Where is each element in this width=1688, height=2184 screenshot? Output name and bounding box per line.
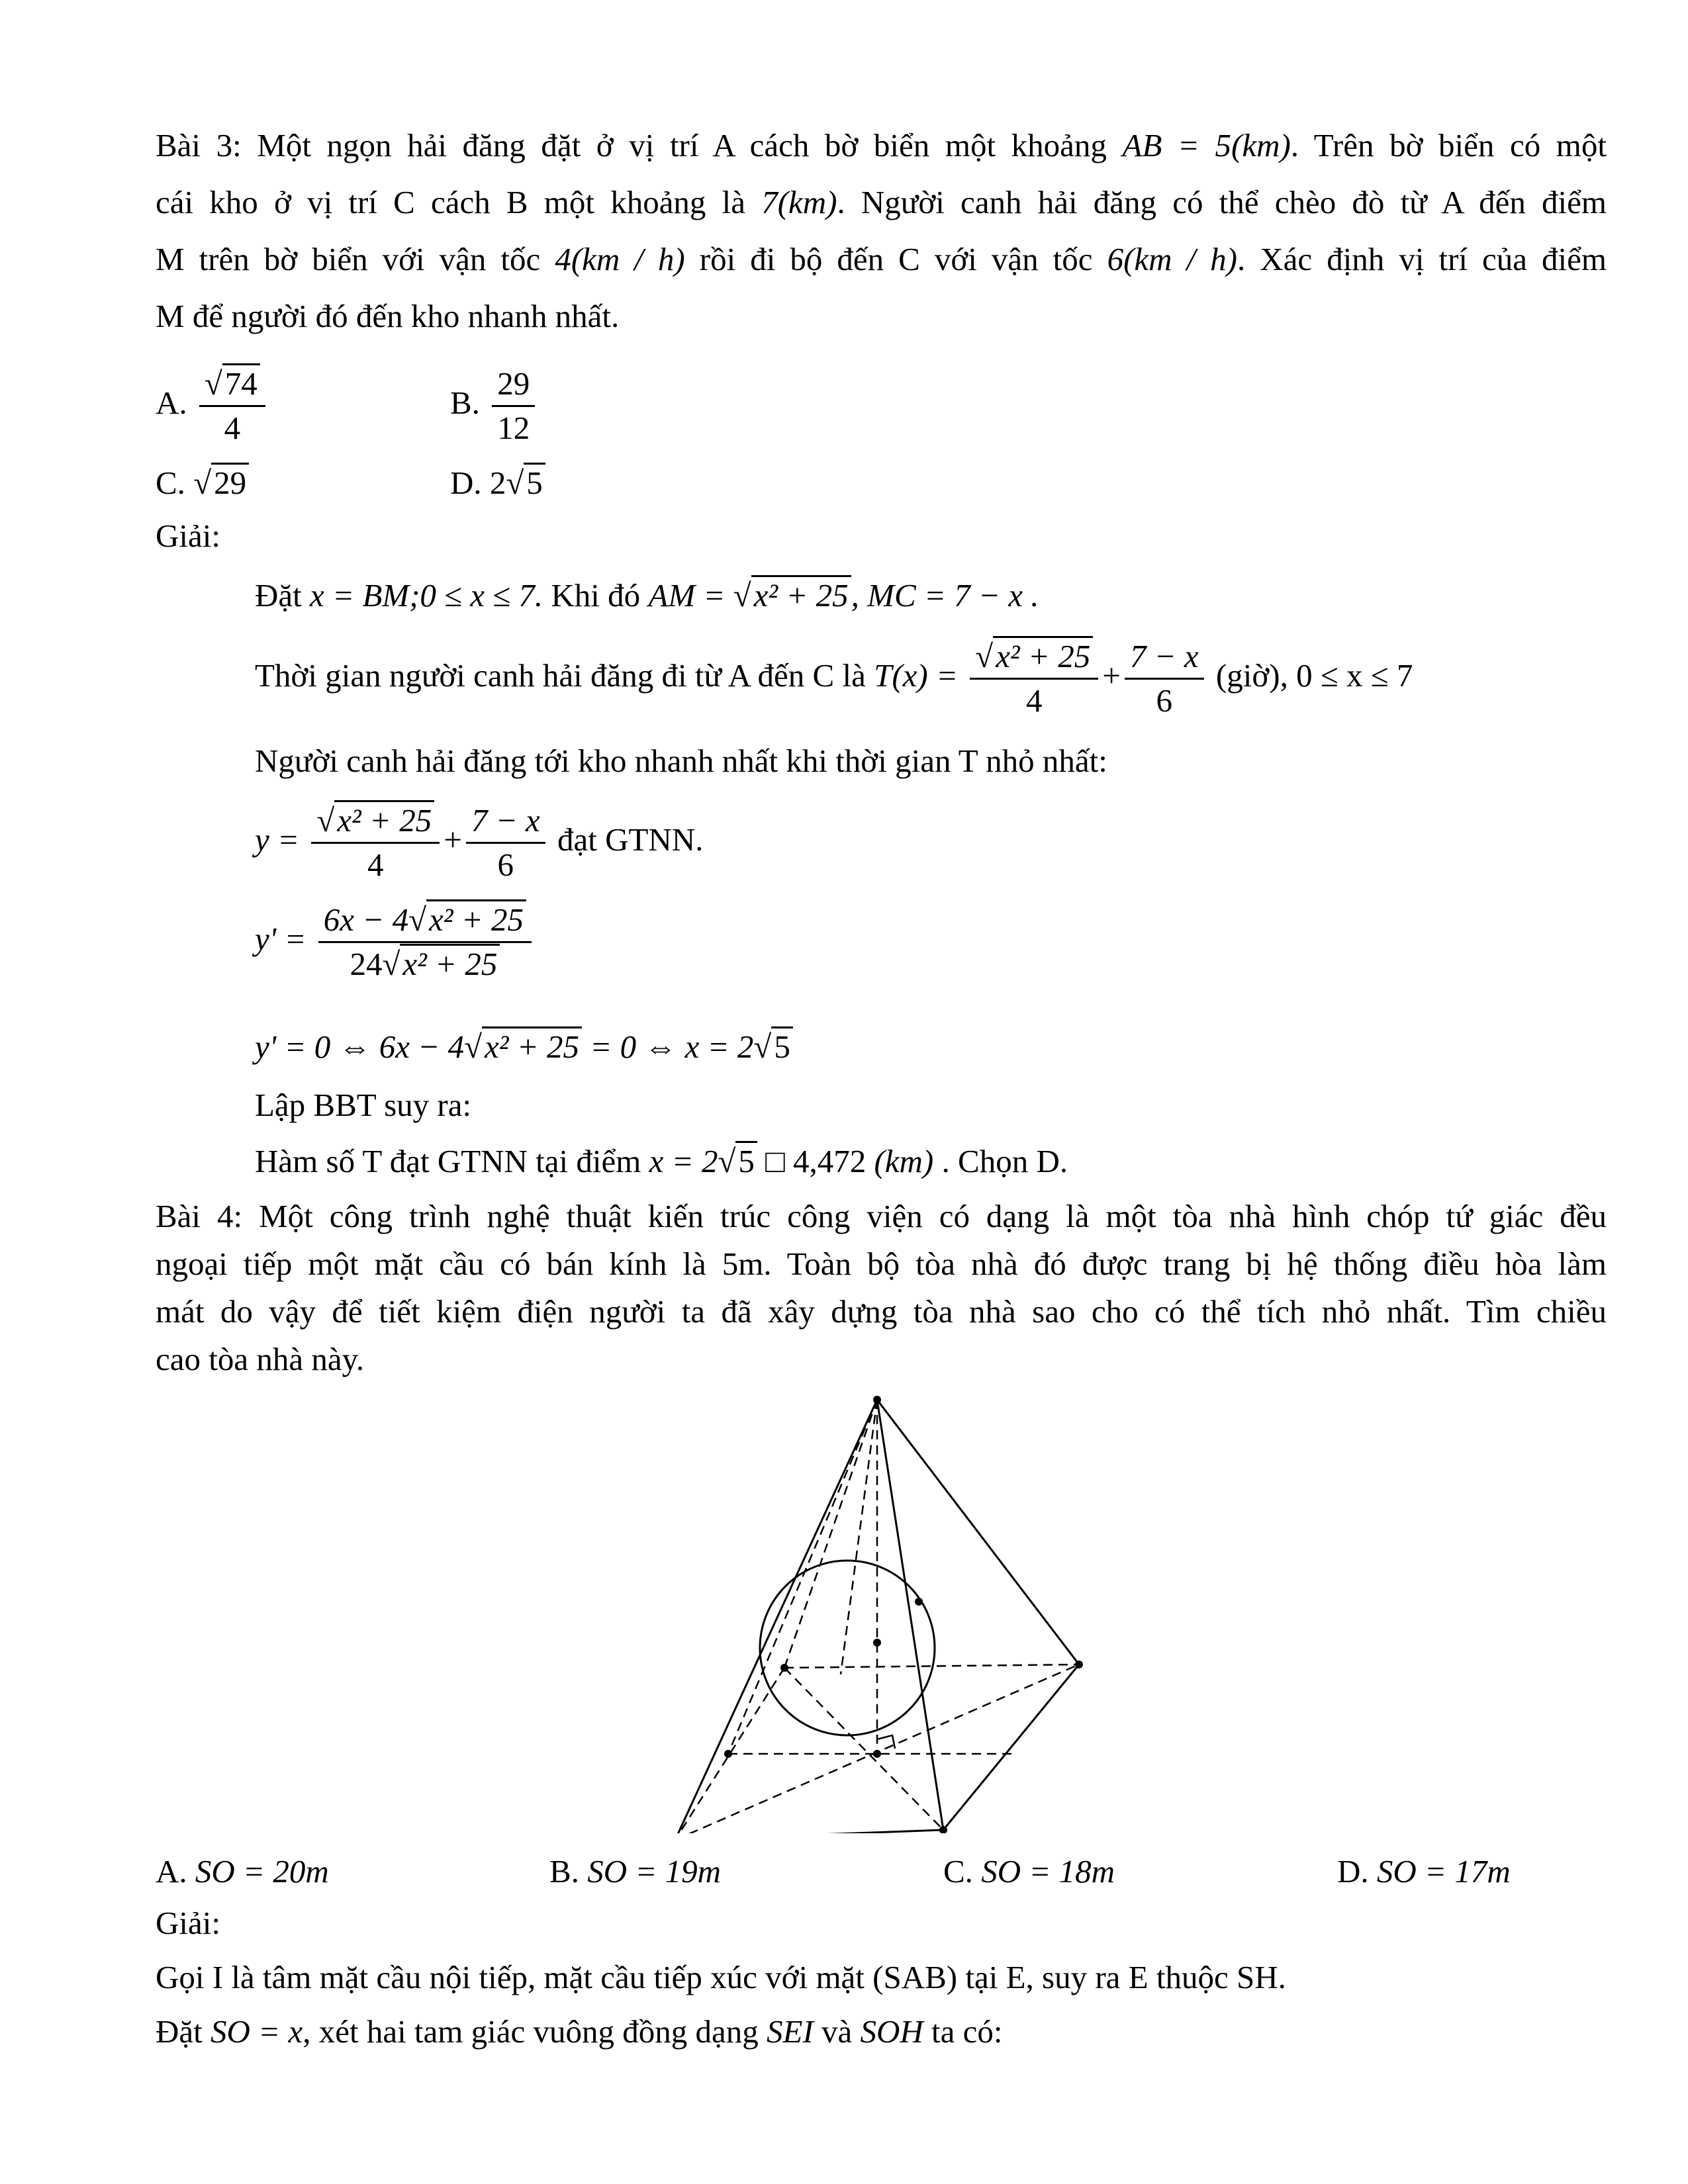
solution3-line7: Lập BBT suy ra:	[255, 1087, 472, 1123]
point-e	[915, 1598, 923, 1606]
edge-apex-back-left	[784, 1400, 877, 1668]
solution3-line5: y' = $\frac{\text{6x − 4√x² + 25}}{\text{24√x² + 25}}$	[255, 899, 536, 985]
problem3-solution-label: Giải:	[156, 518, 220, 554]
point-s	[873, 1396, 881, 1404]
edge-apex-front-right	[877, 1400, 943, 1830]
fraction-a: $\frac{√74}{4}$	[199, 363, 265, 449]
edge-apex-right	[877, 1400, 1079, 1664]
math-bc: 7(km)	[761, 184, 837, 220]
diagonal-bd	[784, 1668, 943, 1830]
fraction-b: $\frac{29}{12}$	[492, 363, 535, 449]
problem4-line1: Bài 4: Một công trình nghệ thuật kiến trúc công viện có dạng là một tòa nhà hình chóp tứ giác đều	[156, 1198, 1607, 1234]
edge-base-right	[943, 1664, 1079, 1830]
edge-base-front	[675, 1830, 943, 1833]
problem3-line1: Bài 3: Một ngọn hải đăng đặt ở vị trí A cách bờ biển một khoảng AB = 5(km). Trên bờ biển có một	[156, 127, 1607, 163]
apex-to-mid-left	[728, 1400, 877, 1754]
problem3-line3: M trên bờ biển với vận tốc 4(km / h) rồi đi bộ đến C với vận tốc 6(km / h). Xác định vị trí của điểm	[156, 241, 1607, 277]
point-left-mid	[724, 1750, 732, 1758]
point-back-left	[780, 1664, 788, 1672]
problem3-option-c: C. √29	[156, 463, 249, 503]
solution3-line4: y = $\frac{\text{√x² + 25}}{4}$ + $\frac{7 - x}{6}$ đạt GTNN.	[255, 799, 703, 886]
problem4-option-d: D. SO = 17m	[1337, 1853, 1511, 1889]
problem4-line3: mát do vậy để tiết kiệm điện người ta đã xây dựng tòa nhà sao cho có thể tích nhỏ nhất. Tìm chiều	[156, 1293, 1607, 1330]
problem4-line4: cao tòa nhà này.	[156, 1341, 365, 1377]
point-i	[873, 1639, 881, 1647]
problem3-option-d: D. 2√5	[450, 463, 545, 503]
problem3-line4: M để người đó đến kho nhanh nhất.	[156, 298, 620, 334]
pyramid-figure	[662, 1383, 1112, 1837]
edge-apex-front-left	[675, 1400, 877, 1833]
solution3-line3: Người canh hải đăng tới kho nhanh nhất khi thời gian T nhỏ nhất:	[255, 743, 1107, 779]
math-speed1: 4(km / h)	[555, 241, 685, 277]
solution3-line2: Thời gian người canh hải đăng đi từ A đến C là T(x) = $\frac{\text{√x² + 25}}{4}$ + $\frac{7 - x}{6}$ (giờ), 0 ≤ x ≤ 7	[255, 635, 1413, 722]
math-ab: AB = 5(km)	[1122, 127, 1291, 163]
problem3-option-a: A. $\frac{√74}{4}$	[156, 363, 269, 449]
point-back-right	[1075, 1661, 1083, 1668]
solution3-line1: Đặt x = BM;0 ≤ x ≤ 7. Khi đó AM = √x² + 25, MC = 7 − x .	[255, 576, 1039, 615]
solution4-line1: Gọi I là tâm mặt cầu nội tiếp, mặt cầu tiếp xúc với mặt (SAB) tại E, suy ra E thuộc SH.	[156, 1959, 1286, 1995]
inscribed-sphere	[760, 1561, 935, 1735]
problem3-option-b: B. $\frac{29}{12}$	[450, 363, 539, 449]
point-o	[873, 1750, 881, 1758]
problem4-option-b: B. SO = 19m	[549, 1853, 722, 1889]
math-speed2: 6(km / h)	[1107, 241, 1238, 277]
problem3-line2: cái kho ở vị trí C cách B một khoảng là 7(km). Người canh hải đăng có thể chèo đò từ A đến điểm	[156, 184, 1607, 220]
solution4-line2: Đặt SO = x, xét hai tam giác vuông đồng dạng SEI và SOH ta có:	[156, 2013, 1003, 2050]
problem4-option-a: A. SO = 20m	[156, 1853, 329, 1889]
solution3-line6: y' = 0 ⇔ 6x − 4√x² + 25 = 0 ⇔ x = 2√5	[255, 1027, 793, 1067]
problem4-solution-label: Giải:	[156, 1905, 220, 1941]
solution3-line8: Hàm số T đạt GTNN tại điểm x = 2√5 □ 4,472 (km) . Chọn D.	[255, 1142, 1068, 1181]
problem4-option-c: C. SO = 18m	[943, 1853, 1115, 1889]
right-angle-marker	[877, 1735, 895, 1749]
problem4-line2: ngoại tiếp một mặt cầu có bán kính là 5m. Toàn bộ tòa nhà đó được trang bị hệ thống điều hòa làm	[156, 1246, 1607, 1282]
